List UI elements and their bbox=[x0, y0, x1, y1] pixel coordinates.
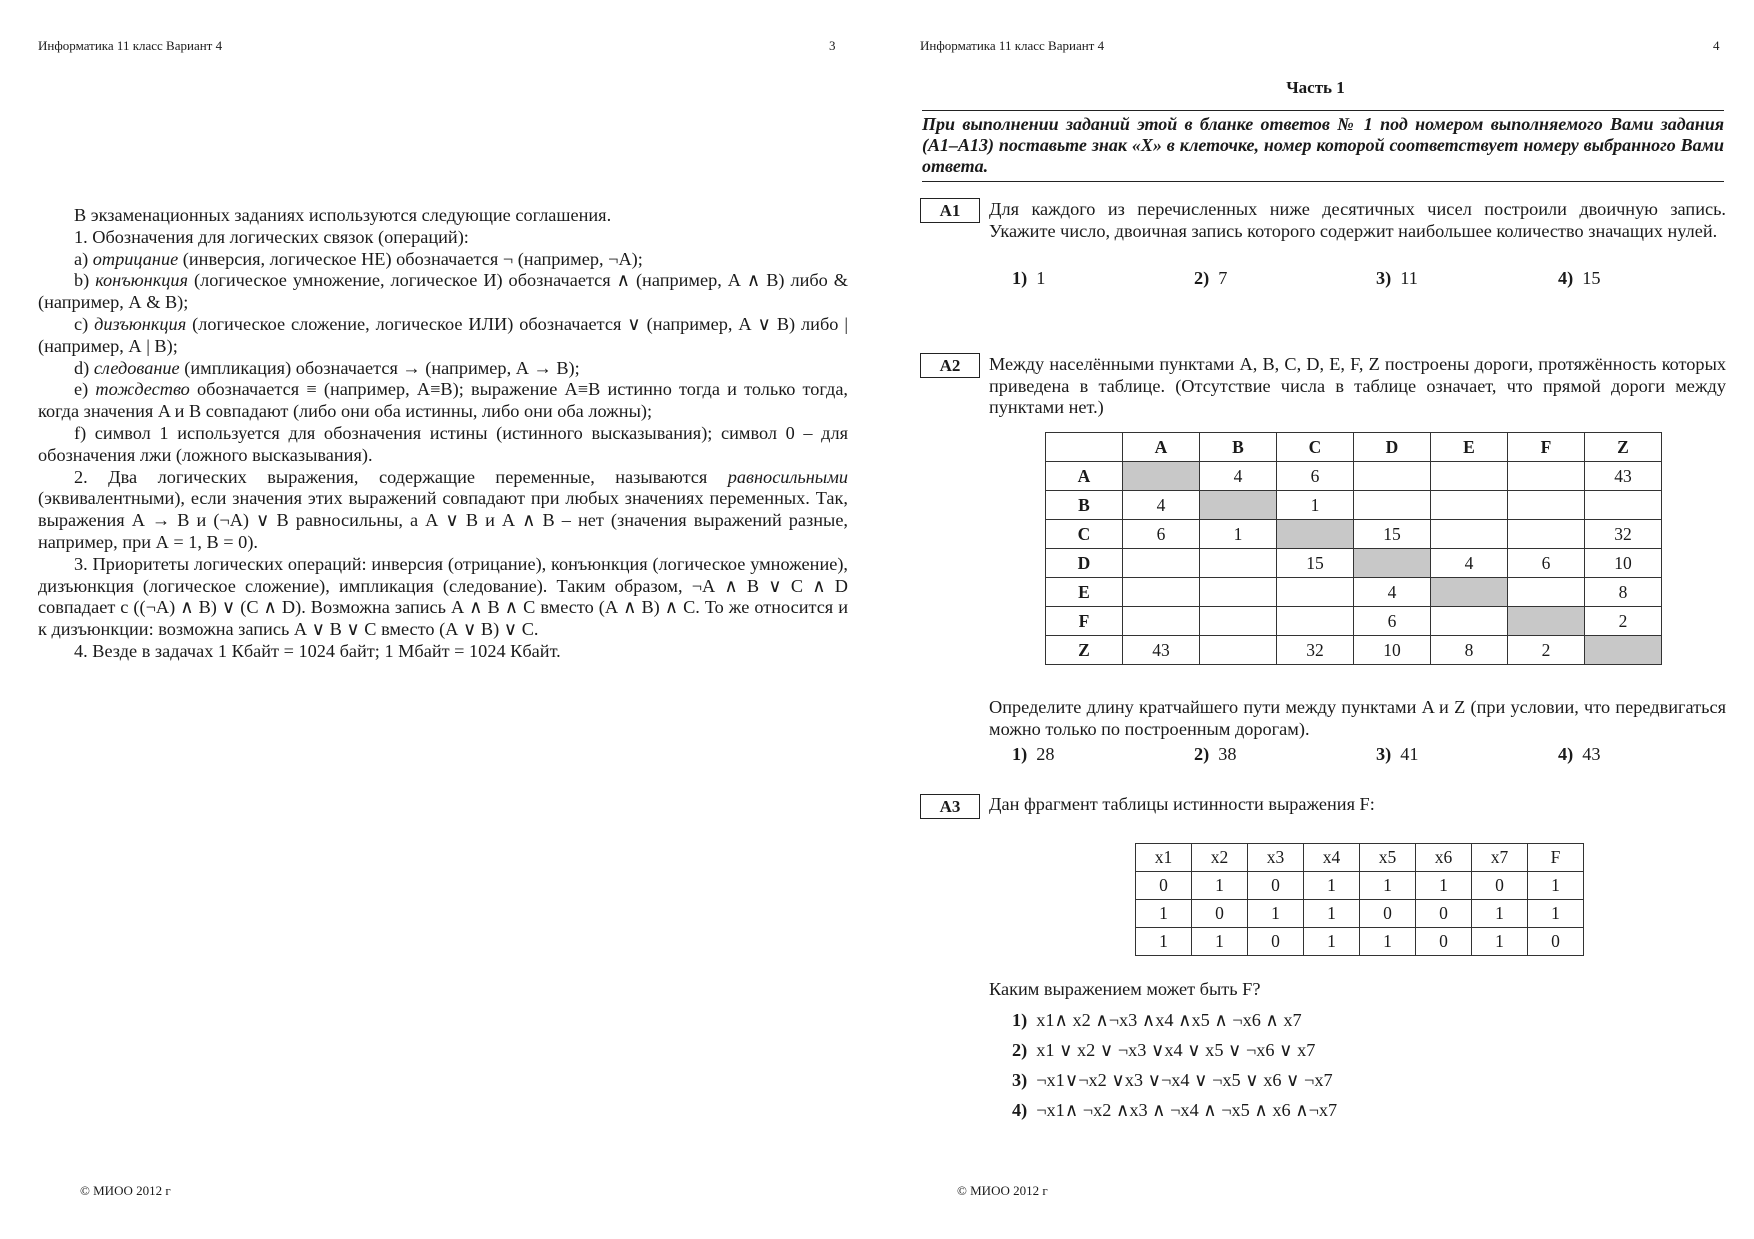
convention-disjunction bbox=[38, 314, 848, 358]
part-title: Часть 1 bbox=[1286, 78, 1345, 97]
table-cell: 10 bbox=[1354, 636, 1431, 665]
table-cell: 1 bbox=[1248, 900, 1304, 928]
term-equivalence: тождество bbox=[95, 379, 190, 400]
table-header-cell: x4 bbox=[1304, 844, 1360, 872]
conventions-item-2 bbox=[38, 467, 848, 554]
table-cell: 0 bbox=[1416, 928, 1472, 956]
table-cell bbox=[1200, 578, 1277, 607]
options-a1 bbox=[1012, 268, 1702, 294]
option-value: 11 bbox=[1400, 268, 1418, 288]
item-text: (логическое сложение, логическое ИЛИ) обозначается ∨ (например, А ∨ В) либо | (например, А | В); bbox=[38, 313, 848, 356]
question-label-a3: A3 bbox=[920, 794, 980, 819]
table-cell: 8 bbox=[1431, 636, 1508, 665]
row-header-cell: E bbox=[1046, 578, 1123, 607]
conventions-item-1: 1. Обозначения для логических связок (операций): bbox=[74, 226, 469, 247]
table-cell: 15 bbox=[1277, 549, 1354, 578]
option-value: ¬x1∨¬x2 ∨x3 ∨¬x4 ∨ ¬x5 ∨ x6 ∨ ¬x7 bbox=[1036, 1070, 1333, 1090]
item-text: 2. Два логических выражения, содержащие переменные, называются bbox=[74, 466, 728, 487]
table-header-cell: Z bbox=[1585, 433, 1662, 462]
question-text: Для каждого из перечисленных ниже десятичных чисел построили двоичную запись. Укажите число, двоичная запись которого содержит наибольшее количество значащих нулей. bbox=[989, 199, 1726, 241]
table-header-row bbox=[1046, 433, 1662, 462]
table-cell: 0 bbox=[1248, 872, 1304, 900]
row-header-cell: D bbox=[1046, 549, 1123, 578]
table-cell: 1 bbox=[1277, 491, 1354, 520]
table-row bbox=[1046, 520, 1662, 549]
option-value: ¬x1∧ ¬x2 ∧x3 ∧ ¬x4 ∧ ¬x5 ∧ x6 ∧¬x7 bbox=[1036, 1100, 1338, 1120]
question-text: Каким выражением может быть F? bbox=[989, 979, 1261, 999]
option-value: 41 bbox=[1400, 744, 1419, 764]
question-prompt-a2 bbox=[989, 697, 1726, 740]
instructions: При выполнении заданий этой в бланке ответов № 1 под номером выполняемого Вами задания (А1–А13) поставьте знак «X» в клеточке, номер которой соответствует номеру выбранного Вами ответа. bbox=[922, 110, 1724, 182]
table-cell: 32 bbox=[1277, 636, 1354, 665]
table-header-cell: F bbox=[1528, 844, 1584, 872]
table-cell: 1 bbox=[1360, 928, 1416, 956]
question-label-a2: A2 bbox=[920, 353, 980, 378]
table-header-cell: x7 bbox=[1472, 844, 1528, 872]
table-row bbox=[1046, 549, 1662, 578]
table-cell bbox=[1123, 578, 1200, 607]
table-cell: 4 bbox=[1200, 462, 1277, 491]
page-header: Информатика 11 класс Вариант 4 bbox=[920, 38, 1105, 53]
item-marker: a) bbox=[74, 248, 93, 269]
table-cell: 1 bbox=[1416, 872, 1472, 900]
table-cell: 1 bbox=[1192, 872, 1248, 900]
table-cell bbox=[1508, 491, 1585, 520]
question-text-a2 bbox=[989, 354, 1726, 419]
option-value: 28 bbox=[1036, 744, 1055, 764]
table-header-cell: x6 bbox=[1416, 844, 1472, 872]
page-number: 4 bbox=[1713, 38, 1720, 53]
table-cell: 15 bbox=[1354, 520, 1431, 549]
table-cell: 1 bbox=[1192, 928, 1248, 956]
table-cell: 4 bbox=[1123, 491, 1200, 520]
table-header-cell: E bbox=[1431, 433, 1508, 462]
table-cell: 0 bbox=[1416, 900, 1472, 928]
option-number: 2) bbox=[1194, 268, 1210, 288]
option-number: 3) bbox=[1376, 268, 1392, 288]
table-cell: 6 bbox=[1123, 520, 1200, 549]
convention-implication bbox=[38, 358, 848, 380]
question-prompt-a3 bbox=[989, 979, 1726, 1001]
option-a3-4[interactable] bbox=[1012, 1095, 1337, 1125]
table-cell: 0 bbox=[1360, 900, 1416, 928]
table-cell: 1 bbox=[1472, 928, 1528, 956]
table-cell: 1 bbox=[1200, 520, 1277, 549]
table-cell: 1 bbox=[1528, 900, 1584, 928]
table-cell: 1 bbox=[1360, 872, 1416, 900]
item-text: (эквивалентными), если значения этих выражений совпадают при любых значениях переменных. Так, выражения А → В и (¬А) ∨ В равносильны, а А ∨ В и А ∧ В – нет (значения выражений разные, например, при А = 1, В = 0). bbox=[38, 488, 848, 552]
table-cell-diagonal bbox=[1123, 462, 1200, 491]
table-cell: 0 bbox=[1192, 900, 1248, 928]
table-cell-diagonal bbox=[1277, 520, 1354, 549]
option-a1-1[interactable] bbox=[1012, 268, 1045, 289]
option-number: 3) bbox=[1376, 744, 1392, 764]
option-number: 1) bbox=[1012, 268, 1028, 288]
row-header-cell: C bbox=[1046, 520, 1123, 549]
table-cell: 1 bbox=[1472, 900, 1528, 928]
table-row bbox=[1136, 928, 1584, 956]
table-cell: 1 bbox=[1304, 872, 1360, 900]
table-header-cell: x1 bbox=[1136, 844, 1192, 872]
table-header-cell: C bbox=[1277, 433, 1354, 462]
item-text: (логическое умножение, логическое И) обозначается ∧ (например, А ∧ В) либо & (например, А & В); bbox=[38, 270, 848, 313]
options-a3 bbox=[1012, 1005, 1337, 1125]
option-number: 1) bbox=[1012, 1010, 1028, 1030]
table-cell bbox=[1431, 607, 1508, 636]
table-cell bbox=[1508, 462, 1585, 491]
table-header-cell bbox=[1046, 433, 1123, 462]
option-a1-2[interactable] bbox=[1194, 268, 1227, 289]
table-cell: 0 bbox=[1136, 872, 1192, 900]
table-cell bbox=[1277, 607, 1354, 636]
table-cell bbox=[1354, 491, 1431, 520]
table-cell-diagonal bbox=[1508, 607, 1585, 636]
item-marker: e) bbox=[74, 379, 96, 400]
question-text: Определите длину кратчайшего пути между пунктами A и Z (при условии, что передвигаться можно только по построенным дорогам). bbox=[989, 697, 1726, 739]
option-value: 15 bbox=[1582, 268, 1601, 288]
table-cell bbox=[1200, 636, 1277, 665]
item-marker: c) bbox=[74, 313, 95, 334]
option-a3-3[interactable] bbox=[1012, 1065, 1337, 1095]
table-cell: 2 bbox=[1508, 636, 1585, 665]
table-header-cell: x3 bbox=[1248, 844, 1304, 872]
table-cell-diagonal bbox=[1585, 636, 1662, 665]
page-right bbox=[877, 0, 1754, 1239]
table-header-cell: B bbox=[1200, 433, 1277, 462]
table-cell: 4 bbox=[1431, 549, 1508, 578]
table-cell: 43 bbox=[1123, 636, 1200, 665]
table-cell: 1 bbox=[1304, 900, 1360, 928]
table-cell bbox=[1354, 462, 1431, 491]
option-value: 38 bbox=[1218, 744, 1237, 764]
table-header-cell: x5 bbox=[1360, 844, 1416, 872]
table-header-cell: F bbox=[1508, 433, 1585, 462]
option-number: 2) bbox=[1194, 744, 1210, 764]
option-number: 4) bbox=[1558, 744, 1574, 764]
option-number: 3) bbox=[1012, 1070, 1028, 1090]
option-value: 1 bbox=[1036, 268, 1046, 288]
table-cell: 1 bbox=[1136, 928, 1192, 956]
table-cell: 4 bbox=[1354, 578, 1431, 607]
table-row bbox=[1046, 578, 1662, 607]
table-cell bbox=[1123, 549, 1200, 578]
convention-conjunction bbox=[38, 270, 848, 314]
table-cell: 32 bbox=[1585, 520, 1662, 549]
item-text: (инверсия, логическое НЕ) обозначается ¬ (например, ¬А); bbox=[178, 248, 643, 269]
question-label-a1: A1 bbox=[920, 198, 980, 223]
term-conjunction: конъюнкция bbox=[95, 270, 189, 291]
option-number: 4) bbox=[1012, 1100, 1028, 1120]
options-a2 bbox=[1012, 744, 1702, 770]
table-cell: 6 bbox=[1354, 607, 1431, 636]
page-footer: © МИОО 2012 г bbox=[80, 1183, 171, 1198]
term-negation: отрицание bbox=[92, 248, 179, 269]
conventions-intro: В экзаменационных заданиях используются следующие соглашения. bbox=[74, 205, 612, 225]
table-header-cell: x2 bbox=[1192, 844, 1248, 872]
item-marker: d) bbox=[74, 357, 94, 378]
convention-negation bbox=[38, 249, 848, 271]
option-number: 4) bbox=[1558, 268, 1574, 288]
question-text: Между населёнными пунктами A, B, C, D, E, F, Z построены дороги, протяжённость которых приведена в таблице. (Отсутствие числа в таблице означает, что прямой дороги между пунктами нет.) bbox=[989, 354, 1726, 417]
table-row bbox=[1046, 607, 1662, 636]
option-a1-3[interactable] bbox=[1376, 268, 1418, 289]
conventions-item-4: 4. Везде в задачах 1 Кбайт = 1024 байт; 1 Мбайт = 1024 Кбайт. bbox=[74, 640, 561, 661]
row-header-cell: B bbox=[1046, 491, 1123, 520]
table-row bbox=[1136, 872, 1584, 900]
table-cell bbox=[1508, 520, 1585, 549]
row-header-cell: A bbox=[1046, 462, 1123, 491]
table-cell: 2 bbox=[1585, 607, 1662, 636]
table-header-cell: A bbox=[1123, 433, 1200, 462]
option-a2-1[interactable] bbox=[1012, 744, 1055, 765]
table-cell: 10 bbox=[1585, 549, 1662, 578]
table-cell bbox=[1585, 491, 1662, 520]
option-a2-2[interactable] bbox=[1194, 744, 1237, 765]
truth-table bbox=[1135, 843, 1584, 956]
page-footer: © МИОО 2012 г bbox=[957, 1183, 1048, 1198]
table-cell bbox=[1123, 607, 1200, 636]
option-value: 43 bbox=[1582, 744, 1601, 764]
term-equivalent: равносильными bbox=[727, 466, 848, 487]
table-cell bbox=[1200, 549, 1277, 578]
page-number: 3 bbox=[829, 38, 836, 53]
option-number: 2) bbox=[1012, 1040, 1028, 1060]
table-cell bbox=[1431, 491, 1508, 520]
table-cell: 8 bbox=[1585, 578, 1662, 607]
table-row bbox=[1046, 462, 1662, 491]
item-text: обозначается ≡ (например, A≡B); выражение A≡B истинно тогда и только тогда, когда значения A и B совпадают (либо они оба истинны, либо они оба ложны); bbox=[38, 379, 849, 422]
table-header-row bbox=[1136, 844, 1584, 872]
table-cell bbox=[1200, 607, 1277, 636]
question-text-a3 bbox=[989, 794, 1726, 816]
row-header-cell: Z bbox=[1046, 636, 1123, 665]
convention-equivalence bbox=[38, 379, 848, 423]
table-cell: 0 bbox=[1528, 928, 1584, 956]
table-row bbox=[1136, 900, 1584, 928]
term-disjunction: дизъюнкция bbox=[94, 313, 187, 334]
table-cell: 1 bbox=[1136, 900, 1192, 928]
option-a2-3[interactable] bbox=[1376, 744, 1419, 765]
table-cell bbox=[1508, 578, 1585, 607]
term-implication: следование bbox=[93, 357, 180, 378]
option-value: x1∧ x2 ∧¬x3 ∧x4 ∧x5 ∧ ¬x6 ∧ x7 bbox=[1036, 1010, 1302, 1030]
option-a2-4[interactable] bbox=[1558, 744, 1601, 765]
convention-truth-symbols: f) символ 1 используется для обозначения истины (истинного высказывания); символ 0 – для обозначения лжи (ложного высказывания). bbox=[38, 422, 848, 465]
page-header: Информатика 11 класс Вариант 4 bbox=[38, 38, 223, 53]
table-cell bbox=[1431, 462, 1508, 491]
distance-table bbox=[1045, 432, 1662, 665]
table-cell: 6 bbox=[1508, 549, 1585, 578]
option-number: 1) bbox=[1012, 744, 1028, 764]
table-cell: 1 bbox=[1528, 872, 1584, 900]
option-a3-1[interactable] bbox=[1012, 1005, 1337, 1035]
table-cell: 6 bbox=[1277, 462, 1354, 491]
table-cell-diagonal bbox=[1200, 491, 1277, 520]
table-cell: 0 bbox=[1248, 928, 1304, 956]
table-row bbox=[1046, 491, 1662, 520]
table-header-cell: D bbox=[1354, 433, 1431, 462]
table-cell-diagonal bbox=[1354, 549, 1431, 578]
table-cell bbox=[1277, 578, 1354, 607]
table-cell: 43 bbox=[1585, 462, 1662, 491]
item-marker: b) bbox=[74, 270, 96, 291]
option-a1-4[interactable] bbox=[1558, 268, 1601, 289]
question-text: Дан фрагмент таблицы истинности выражения F: bbox=[989, 794, 1375, 814]
table-row bbox=[1046, 636, 1662, 665]
table-cell-diagonal bbox=[1431, 578, 1508, 607]
item-text: (импликация) обозначается → (например, А → В); bbox=[179, 357, 580, 378]
option-value: x1 ∨ x2 ∨ ¬x3 ∨x4 ∨ x5 ∨ ¬x6 ∨ x7 bbox=[1036, 1040, 1316, 1060]
option-a3-2[interactable] bbox=[1012, 1035, 1337, 1065]
question-text-a1 bbox=[989, 199, 1726, 242]
table-cell: 0 bbox=[1472, 872, 1528, 900]
option-value: 7 bbox=[1218, 268, 1228, 288]
row-header-cell: F bbox=[1046, 607, 1123, 636]
conventions-section bbox=[38, 205, 848, 663]
conventions-item-3: 3. Приоритеты логических операций: инверсия (отрицание), конъюнкция (логическое умножение), дизъюнкция (логическое сложение), импликация (следование). Таким образом, ¬А ∧ В ∨ С ∧ D совпадает с ((¬А) ∧ В) ∨ (С ∧ D). Возможна запись А ∧ В ∧ С вместо (А ∧ В) ∧ С. То же относится и к дизъюнкции: возможна запись А ∨ В ∨ С вместо (А ∨ В) ∨ С. bbox=[38, 553, 848, 640]
table-cell bbox=[1431, 520, 1508, 549]
table-cell: 1 bbox=[1304, 928, 1360, 956]
